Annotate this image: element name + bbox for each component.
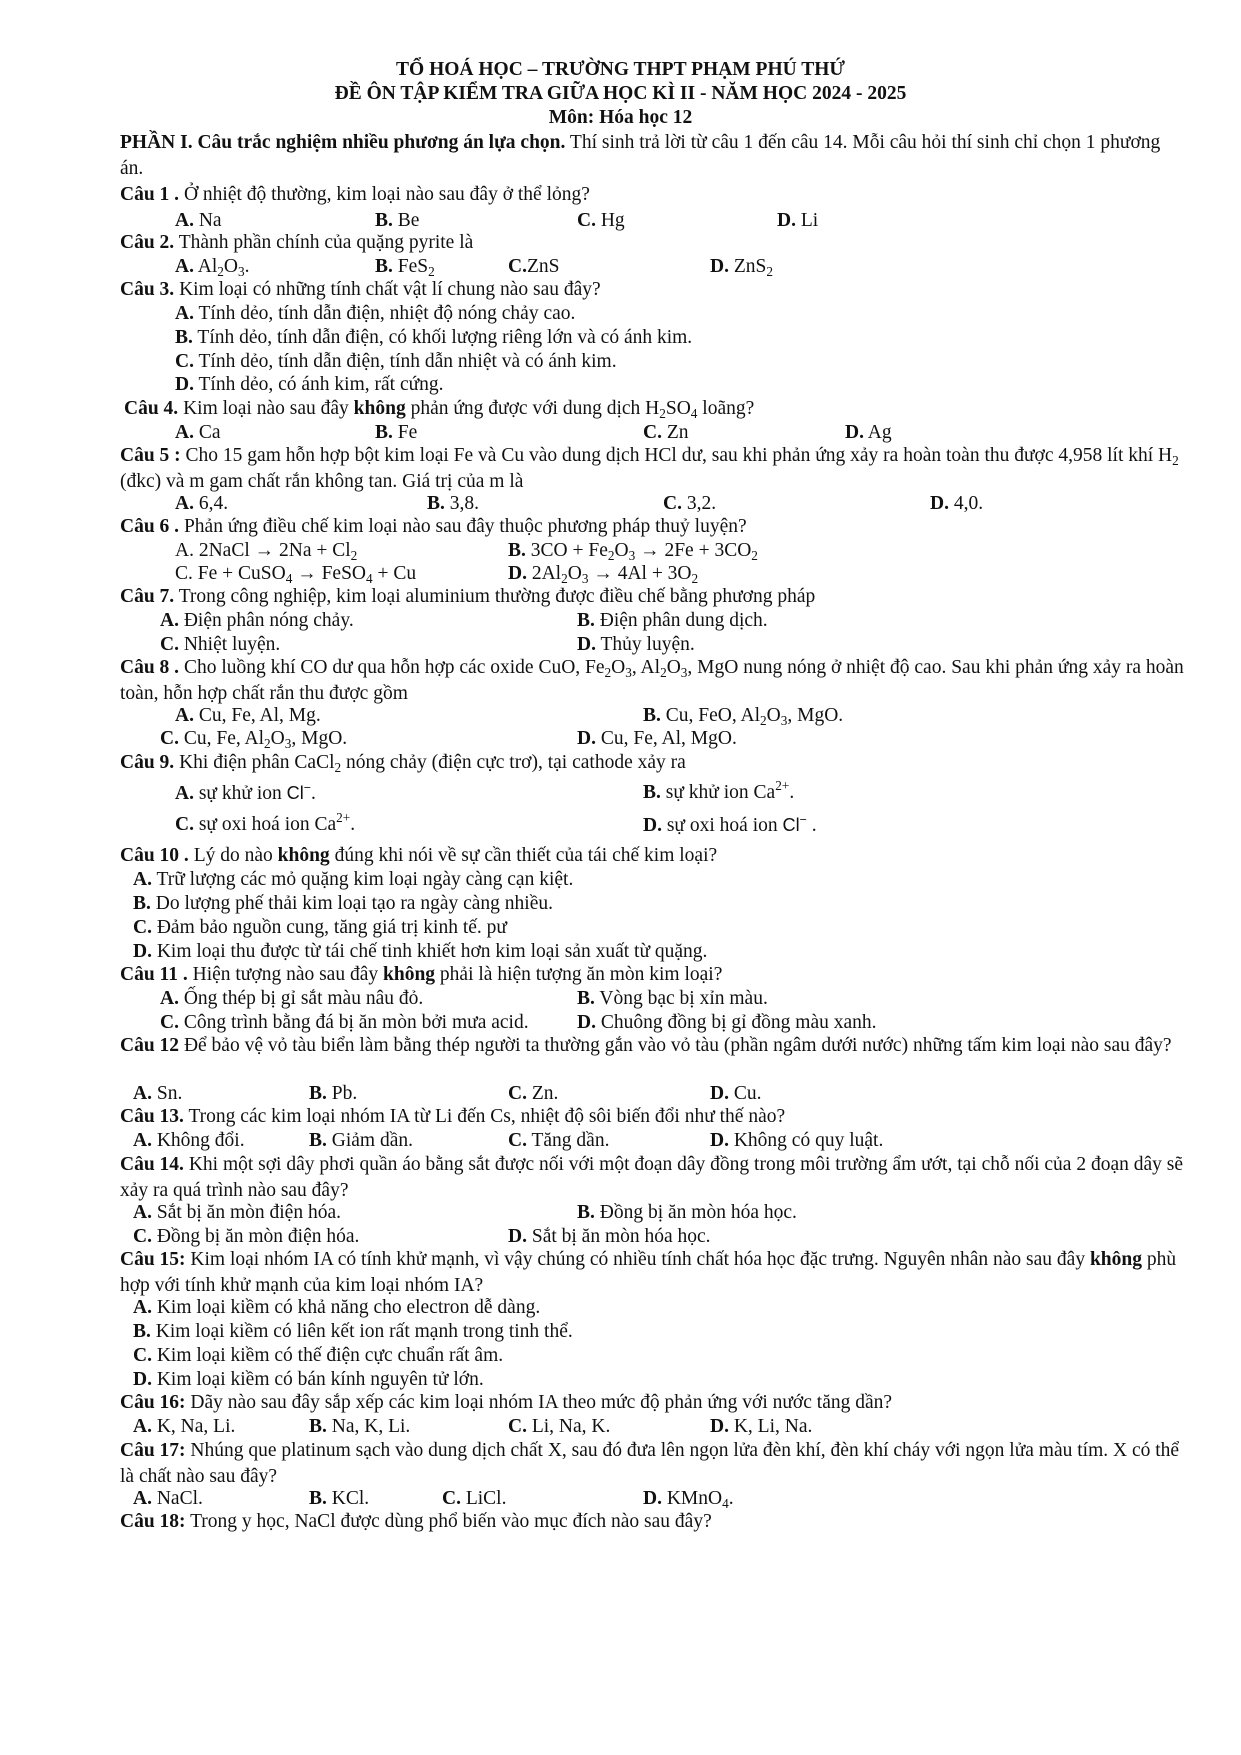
q16-option-d: D. K, Li, Na. xyxy=(710,1416,813,1437)
q11-option-d: D. Chuông đồng bị gỉ đồng màu xanh. xyxy=(577,1012,877,1033)
q13-option-b: B. Giảm dần. xyxy=(309,1130,413,1151)
q1-option-a: A. Na xyxy=(175,210,222,231)
part1-title: PHẦN I. Câu trắc nghiệm nhiều phương án lựa chọn. xyxy=(120,132,566,153)
question-6: Câu 6 . Phản ứng điều chế kim loại nào sau đây thuộc phương pháp thuỷ luyện? xyxy=(120,516,747,537)
question-1 xyxy=(120,182,1190,208)
question-label: Câu 7. xyxy=(120,586,175,607)
q7-option-d: D. Thủy luyện. xyxy=(577,634,695,655)
q4-option-c: C. Zn xyxy=(643,422,689,443)
question-14: Câu 14. Khi một sợi dây phơi quần áo bằng sắt được nối với một đoạn dây đồng trong môi trường ẩm ướt, tại chỗ nối của 2 đoạn dây sẽ xảy ra quá trình nào sau đây? xyxy=(120,1154,1184,1201)
question-8: Câu 8 . Cho luồng khí CO dư qua hỗn hợp các oxide CuO, $Fe_2O_3$, $Al_2O_3$, MgO nung nóng ở nhiệt độ cao. Sau khi phản ứng xảy ra hoàn toàn, hỗn hợp chất rắn thu được gồm xyxy=(120,657,1184,704)
q9-option-a: A. sự khử ion Cl−. xyxy=(175,780,316,804)
q11-option-b: B. Vòng bạc bị xỉn màu. xyxy=(577,988,768,1009)
q14-option-b: B. Đồng bị ăn mòn hóa học. xyxy=(577,1202,797,1223)
question-label: Câu 15: xyxy=(120,1249,186,1270)
q17-option-a: A. NaCl. xyxy=(133,1488,203,1509)
q9-option-c: C. sự oxi hoá ion $Ca^{2+}$. xyxy=(175,810,356,835)
q3-option-c: C. Tính dẻo, tính dẫn điện, tính dẫn nhiệt và có ánh kim. xyxy=(175,351,617,372)
question-5: Câu 5 : Cho 15 gam hỗn hợp bột kim loại Fe và Cu vào dung dịch HCl dư, sau khi phản ứng xảy ra hoàn toàn thu được 4,958 lít khí $H_2$ (đkc) và m gam chất rắn không tan. Giá trị của m là xyxy=(120,445,1179,492)
question-9: Câu 9. Khi điện phân CaCl$_2$ nóng chảy (điện cực trơ), tại cathode xảy ra xyxy=(120,752,686,775)
q6-option-c: C. Fe + CuSO$_4$ → FeSO$_4$ + Cu xyxy=(175,563,417,586)
q9-option-b: B. sự khử ion $Ca^{2+}$. xyxy=(643,778,795,803)
q8-option-d: D. Cu, Fe, Al, MgO. xyxy=(577,728,737,749)
q4-option-a: A. Ca xyxy=(175,422,221,443)
q15-option-c: C. Kim loại kiềm có thế điện cực chuẩn rất âm. xyxy=(133,1345,504,1366)
question-3 xyxy=(120,277,1190,303)
q14-option-c: C. Đồng bị ăn mòn điện hóa. xyxy=(133,1226,360,1247)
q16-option-a: A. K, Na, Li. xyxy=(133,1416,236,1437)
q15-option-b: B. Kim loại kiềm có liên kết ion rất mạnh trong tinh thể. xyxy=(133,1321,573,1342)
question-text: Thành phần chính của quặng pyrite là xyxy=(174,232,474,253)
q12-option-c: C. Zn. xyxy=(508,1083,559,1104)
question-label: Câu 11 . xyxy=(120,964,188,985)
q13-option-d: D. Không có quy luật. xyxy=(710,1130,884,1151)
q13-option-a: A. Không đổi. xyxy=(133,1130,245,1151)
q7-option-b: B. Điện phân dung dịch. xyxy=(577,610,768,631)
question-text: Kim loại có những tính chất vật lí chung nào sau đây? xyxy=(174,279,601,300)
q2-option-d: D. ZnS$_2$ xyxy=(710,256,773,279)
q16-option-c: C. Li, Na, K. xyxy=(508,1416,611,1437)
question-label: Câu 17: xyxy=(120,1440,186,1461)
q14-option-a: A. Sắt bị ăn mòn điện hóa. xyxy=(133,1202,341,1223)
q11-option-c: C. Công trình bằng đá bị ăn mòn bởi mưa acid. xyxy=(160,1012,529,1033)
q3-option-b: B. Tính dẻo, tính dẫn điện, có khối lượng riêng lớn và có ánh kim. xyxy=(175,327,693,348)
question-label: Câu 1 . xyxy=(120,184,180,205)
question-label: Câu 3. xyxy=(120,279,175,300)
q10-option-c: C. Đảm bảo nguồn cung, tăng giá trị kinh tế. pư xyxy=(133,917,507,938)
q8-option-b: B. Cu, FeO, $Al_2O_3$, MgO. xyxy=(643,705,844,728)
question-11: Câu 11 . Hiện tượng nào sau đây không phải là hiện tượng ăn mòn kim loại? xyxy=(120,964,723,985)
q13-option-c: C. Tăng dần. xyxy=(508,1130,610,1151)
part1-intro xyxy=(120,130,1180,182)
q4-option-b: B. Fe xyxy=(375,422,418,443)
question-label: Câu 4. xyxy=(124,398,179,419)
question-label: Câu 9. xyxy=(120,752,175,773)
q6-option-a: A. 2NaCl → $2Na + Cl_2$ xyxy=(175,540,358,563)
q12-option-d: D. Cu. xyxy=(710,1083,762,1104)
question-label: Câu 2. xyxy=(120,232,175,253)
q15-option-d: D. Kim loại kiềm có bán kính nguyên tử lớn. xyxy=(133,1369,484,1390)
q5-option-a: A. 6,4. xyxy=(175,493,229,514)
question-label: Câu 6 . xyxy=(120,516,180,537)
question-16: Câu 16: Dãy nào sau đây sắp xếp các kim loại nhóm IA theo mức độ phản ứng với nước tăng dần? xyxy=(120,1392,893,1413)
q7-option-c: C. Nhiệt luyện. xyxy=(160,634,281,655)
q10-option-a: A. Trữ lượng các mỏ quặng kim loại ngày càng cạn kiệt. xyxy=(133,869,574,890)
q7-option-a: A. Điện phân nóng chảy. xyxy=(160,610,354,631)
q5-option-b: B. 3,8. xyxy=(427,493,480,514)
q3-option-d: D. Tính dẻo, có ánh kim, rất cứng. xyxy=(175,374,444,395)
q9-option-d: D. sự oxi hoá ion Cl− . xyxy=(643,812,817,836)
q1-option-b: B. Be xyxy=(375,210,420,231)
question-text: Ở nhiệt độ thường, kim loại nào sau đây ở thể lỏng? xyxy=(179,184,590,205)
question-4: Câu 4. Kim loại nào sau đây không phản ứng được với dung dịch $H_2SO_4$ loãng? xyxy=(124,398,755,421)
q5-option-d: D. 4,0. xyxy=(930,493,984,514)
q10-option-b: B. Do lượng phế thải kim loại tạo ra ngày càng nhiều. xyxy=(133,893,554,914)
q5-option-c: C. 3,2. xyxy=(663,493,717,514)
part1-instruction: Thí sinh trả lời từ câu 1 đến câu 14. Mỗi câu hỏi thí sinh chỉ chọn 1 phương án. xyxy=(120,132,1161,179)
q10-option-d: D. Kim loại thu được từ tái chế tinh khiết hơn kim loại sản xuất từ quặng. xyxy=(133,941,708,962)
q17-option-d: D. KMnO$_4$. xyxy=(643,1488,734,1511)
question-label: Câu 18: xyxy=(120,1511,186,1532)
question-17: Câu 17: Nhúng que platinum sạch vào dung dịch chất X, sau đó đưa lên ngọn lửa đèn khí, đèn khí cháy với ngọn lửa màu tím. X có thể là chất nào sau đây? xyxy=(120,1440,1180,1487)
question-13: Câu 13. Trong các kim loại nhóm IA từ Li đến Cs, nhiệt độ sôi biến đổi như thế nào? xyxy=(120,1106,786,1127)
q4-option-d: D. Ag xyxy=(845,422,892,443)
q11-option-a: A. Ống thép bị gỉ sắt màu nâu đỏ. xyxy=(160,988,424,1009)
question-7: Câu 7. Trong công nghiệp, kim loại aluminium thường được điều chế bằng phương pháp xyxy=(120,586,816,607)
q15-option-a: A. Kim loại kiềm có khả năng cho electron dễ dàng. xyxy=(133,1297,541,1318)
question-label: Câu 14. xyxy=(120,1154,184,1175)
question-15: Câu 15: Kim loại nhóm IA có tính khử mạnh, vì vậy chúng có nhiều tính chất hóa học đặc trưng. Nguyên nhân nào sau đây không phù hợp với tính khử mạnh của kim loại nhóm IA? xyxy=(120,1249,1177,1296)
question-label: Câu 13. xyxy=(120,1106,184,1127)
q14-option-d: D. Sắt bị ăn mòn hóa học. xyxy=(508,1226,711,1247)
question-2 xyxy=(120,230,1190,256)
subject-title: Môn: Hóa học 12 xyxy=(548,107,693,128)
question-label: Câu 5 : xyxy=(120,445,181,466)
q2-option-c: C.ZnS xyxy=(508,256,560,277)
question-18: Câu 18: Trong y học, NaCl được dùng phổ biến vào mục đích nào sau đây? xyxy=(120,1511,712,1532)
question-label: Câu 16: xyxy=(120,1392,186,1413)
q12-option-a: A. Sn. xyxy=(133,1083,183,1104)
question-10: Câu 10 . Lý do nào không đúng khi nói về sự cần thiết của tái chế kim loại? xyxy=(120,845,718,866)
q1-option-d: D. Li xyxy=(777,210,819,231)
question-12: Câu 12 Để bảo vệ vỏ tàu biển làm bằng thép người ta thường gắn vào vỏ tàu (phần ngâm dưới nước) những tấm kim loại nào sau đây? xyxy=(120,1035,1172,1056)
q17-option-c: C. LiCl. xyxy=(442,1488,507,1509)
q3-option-a: A. Tính dẻo, tính dẫn điện, nhiệt độ nóng chảy cao. xyxy=(175,303,576,324)
question-label: Câu 8 . xyxy=(120,657,180,678)
q1-option-c: C. Hg xyxy=(577,210,625,231)
q6-option-b: B. $3CO + Fe_2O_3 \to 2Fe + 3CO_2$ xyxy=(508,540,758,563)
question-label: Câu 12 xyxy=(120,1035,180,1056)
q2-option-a: A. $Al_2O_3$. xyxy=(175,256,250,279)
school-header: TỔ HOÁ HỌC – TRƯỜNG THPT PHẠM PHÚ THỨ xyxy=(396,59,845,80)
q2-option-b: B. FeS$_2$ xyxy=(375,256,435,279)
q12-option-b: B. Pb. xyxy=(309,1083,358,1104)
q8-option-a: A. Cu, Fe, Al, Mg. xyxy=(175,705,321,726)
q16-option-b: B. Na, K, Li. xyxy=(309,1416,411,1437)
exam-title: ĐỀ ÔN TẬP KIỂM TRA GIỮA HỌC KÌ II - NĂM HỌC 2024 - 2025 xyxy=(334,83,907,104)
q6-option-d: D. $2Al_2O_3 \to 4Al + 3O_2$ xyxy=(508,563,699,586)
q17-option-b: B. KCl. xyxy=(309,1488,370,1509)
q8-option-c: C. Cu, Fe, $Al_2O_3$, MgO. xyxy=(160,728,348,751)
question-label: Câu 10 . xyxy=(120,845,189,866)
